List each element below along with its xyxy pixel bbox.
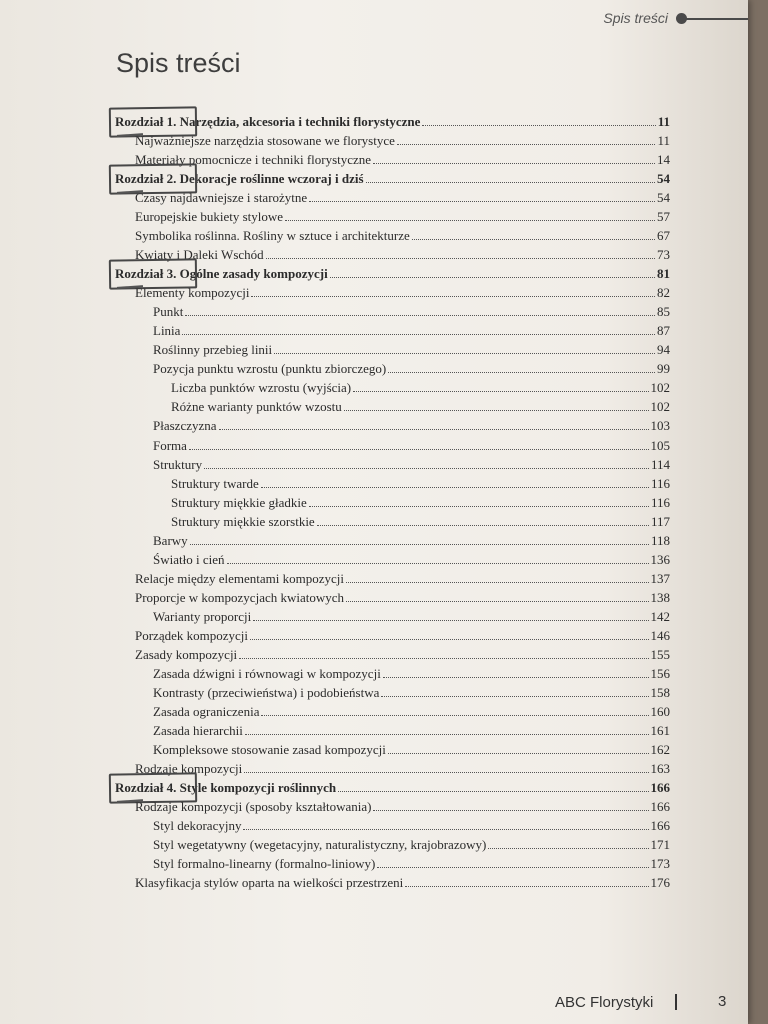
toc-entry xyxy=(171,493,670,512)
dot-leader xyxy=(488,848,648,849)
toc-entry-page: 162 xyxy=(650,741,670,757)
toc-entry xyxy=(153,664,670,683)
toc-entry-title: Styl formalno-linearny (formalno-liniowy) xyxy=(153,856,376,872)
dot-leader xyxy=(274,353,655,354)
toc-entry-title: Barwy xyxy=(153,532,188,548)
dot-leader xyxy=(285,220,655,221)
dot-leader xyxy=(388,372,655,373)
dot-leader xyxy=(383,677,649,678)
running-header: Spis treści xyxy=(603,10,668,26)
toc-entry-title: Rozdział 2. Dekoracje roślinne wczoraj i dziś xyxy=(115,171,364,187)
toc-entry xyxy=(135,283,670,302)
dot-leader xyxy=(346,601,648,602)
toc-entry-title: Kwiaty i Daleki Wschód xyxy=(135,247,264,263)
toc-entry xyxy=(135,207,670,226)
toc-entry-page: 166 xyxy=(650,818,670,834)
dot-leader xyxy=(245,734,649,735)
toc-entry xyxy=(153,835,670,854)
toc-entry-page: 156 xyxy=(650,665,670,681)
dot-leader xyxy=(261,715,648,716)
toc-entry-page: 166 xyxy=(650,780,670,796)
toc-entry-page: 99 xyxy=(657,361,670,377)
toc-entry-title: Elementy kompozycji xyxy=(135,285,250,301)
toc-entry-title: Klasyfikacja stylów oparta na wielkości przestrzeni xyxy=(135,875,404,891)
toc-entry xyxy=(153,683,670,702)
toc-entry xyxy=(153,531,670,550)
toc-entry-page: 81 xyxy=(657,266,670,282)
toc-entry-title: Struktury xyxy=(153,456,203,472)
footer-book-title: ABC Florystyki xyxy=(555,994,654,1011)
toc-entry-page: 103 xyxy=(650,418,670,434)
dot-leader xyxy=(373,163,655,164)
toc-entry-title: Zasady kompozycji xyxy=(135,646,238,662)
dot-leader xyxy=(239,658,648,659)
toc-entry-page: 166 xyxy=(650,799,670,815)
toc-entry-page: 11 xyxy=(657,133,670,149)
dot-leader xyxy=(261,487,649,488)
toc-entry-page: 102 xyxy=(650,399,670,415)
toc-entry-page: 142 xyxy=(650,608,670,624)
toc-entry-page: 176 xyxy=(650,875,670,891)
dot-leader xyxy=(338,791,648,792)
dot-leader xyxy=(182,334,655,335)
dot-leader xyxy=(388,753,649,754)
toc-entry-page: 173 xyxy=(650,856,670,872)
toc-entry xyxy=(171,512,670,531)
toc-entry-title: Czasy najdawniejsze i starożytne xyxy=(135,190,308,206)
toc-entry-page: 114 xyxy=(650,456,670,472)
dot-leader xyxy=(219,429,649,430)
toc-entry xyxy=(153,321,670,340)
toc-entry-page: 67 xyxy=(657,228,670,244)
page-title: Spis treści xyxy=(116,48,241,78)
toc-entry xyxy=(135,131,670,150)
toc-entry-page: 160 xyxy=(650,703,670,719)
toc-entry-title: Europejskie bukiety stylowe xyxy=(135,209,284,225)
dot-leader xyxy=(353,391,648,392)
toc-entry-title: Rodzaje kompozycji xyxy=(135,761,243,777)
toc-entry-title: Rozdział 1. Narzędzia, akcesoria i techniki florystyczne xyxy=(115,114,421,129)
toc-entry-title: Proporcje w kompozycjach kwiatowych xyxy=(135,589,345,605)
toc-entry-title: Zasada dźwigni i równowagi w kompozycji xyxy=(153,665,381,681)
dot-leader xyxy=(397,144,656,145)
toc-entry-title: Zasada hierarchii xyxy=(153,722,243,738)
toc-entry-page: 158 xyxy=(650,684,670,700)
toc-entry-page: 54 xyxy=(657,190,670,206)
toc-chapter xyxy=(115,169,670,188)
dot-leader xyxy=(309,506,649,507)
toc-entry-title: Styl dekoracyjny xyxy=(153,818,242,834)
toc-entry xyxy=(153,607,670,626)
toc-entry-page: 116 xyxy=(650,475,670,491)
toc-entry xyxy=(153,550,670,569)
toc-entry-title: Płaszczyzna xyxy=(153,418,217,434)
toc-chapter xyxy=(115,112,670,131)
dot-leader xyxy=(377,867,648,868)
toc-entry-title: Symbolika roślinna. Rośliny w sztuce i architekturze xyxy=(135,228,410,244)
dot-leader xyxy=(330,277,655,278)
toc-entry-page: 87 xyxy=(657,323,670,339)
toc-entry xyxy=(135,645,670,664)
dot-leader xyxy=(227,563,649,564)
dot-leader xyxy=(266,258,655,259)
toc-entry-page: 73 xyxy=(657,247,670,263)
toc-entry-title: Różne warianty punktów wzostu xyxy=(171,399,342,415)
header-rule xyxy=(686,18,748,20)
dot-leader xyxy=(253,620,648,621)
toc-entry xyxy=(171,378,670,397)
toc-entry-title: Materiały pomocnicze i techniki florystyczne xyxy=(135,152,372,168)
toc-entry xyxy=(153,740,670,759)
dot-leader xyxy=(317,525,649,526)
dot-leader xyxy=(251,296,655,297)
toc-entry-page: 94 xyxy=(657,342,670,358)
toc-entry-title: Rodzaje kompozycji (sposoby kształtowania) xyxy=(135,799,372,815)
footer-separator xyxy=(675,994,677,1010)
dot-leader xyxy=(190,544,649,545)
toc-entry-page: 155 xyxy=(650,646,670,662)
toc-entry-title: Liczba punktów wzrostu (wyjścia) xyxy=(171,380,352,396)
toc-entry-page: 117 xyxy=(650,513,670,529)
toc-entry-title: Pozycja punktu wzrostu (punktu zbiorczego) xyxy=(153,361,387,377)
dot-leader xyxy=(381,696,648,697)
toc-entry-page: 57 xyxy=(657,209,670,225)
toc-entry xyxy=(135,626,670,645)
toc-entry xyxy=(135,797,670,816)
toc-entry-title: Struktury twarde xyxy=(171,475,259,491)
toc-entry xyxy=(135,245,670,264)
dot-leader xyxy=(405,886,648,887)
toc-entry-title: Linia xyxy=(153,323,181,339)
toc-entry-page: 105 xyxy=(650,437,670,453)
toc-entry xyxy=(171,397,670,416)
toc-entry-title: Warianty proporcji xyxy=(153,608,252,624)
toc-entry-page: 146 xyxy=(650,627,670,643)
toc-entry xyxy=(135,588,670,607)
toc-entry-page: 118 xyxy=(650,532,670,548)
toc-entry xyxy=(153,721,670,740)
toc-entry xyxy=(153,455,670,474)
toc-entry-title: Forma xyxy=(153,437,187,453)
toc-entry-title: Rozdział 3. Ogólne zasady kompozycji xyxy=(115,266,328,282)
toc-entry xyxy=(153,416,670,435)
dot-leader xyxy=(309,201,655,202)
dot-leader xyxy=(185,315,655,316)
toc-entry-page: 102 xyxy=(650,380,670,396)
toc-entry-page: 82 xyxy=(657,285,670,301)
toc-entry-title: Styl wegetatywny (wegetacyjny, naturalistyczny, krajobrazowy) xyxy=(153,837,487,853)
toc-entry-page: 137 xyxy=(650,570,670,586)
toc-entry-title: Struktury miękkie szorstkie xyxy=(171,513,315,529)
dot-leader xyxy=(346,582,648,583)
toc-entry-title: Światło i cień xyxy=(153,551,225,567)
toc-entry-title: Porządek kompozycji xyxy=(135,627,248,643)
toc-entry xyxy=(153,359,670,378)
toc-entry-title: Zasada ograniczenia xyxy=(153,703,260,719)
dot-leader xyxy=(422,125,655,126)
toc-entry-page: 54 xyxy=(657,171,670,187)
toc-entry xyxy=(153,340,670,359)
toc-entry-page: 171 xyxy=(650,837,670,853)
dot-leader xyxy=(244,772,648,773)
toc-entry xyxy=(153,816,670,835)
dot-leader xyxy=(189,449,649,450)
dot-leader xyxy=(250,639,649,640)
dot-leader xyxy=(366,182,655,183)
toc-entry-title: Najważniejsze narzędzia stosowane we florystyce xyxy=(135,133,395,149)
toc-entry xyxy=(135,569,670,588)
dot-leader xyxy=(373,810,648,811)
toc-entry xyxy=(135,150,670,169)
toc-entry-title: Roślinny przebieg linii xyxy=(153,342,273,358)
toc-entry-title: Punkt xyxy=(153,304,184,320)
toc-entry xyxy=(171,474,670,493)
toc-entry xyxy=(135,226,670,245)
toc-entry-page: 11 xyxy=(657,114,670,129)
toc-entry xyxy=(153,854,670,873)
toc-entry-title: Relacje między elementami kompozycji xyxy=(135,570,345,586)
dot-leader xyxy=(344,410,649,411)
page-number: 3 xyxy=(718,993,727,1010)
toc-entry-page: 85 xyxy=(657,304,670,320)
toc-entry-page: 161 xyxy=(650,722,670,738)
toc-entry xyxy=(153,436,670,455)
toc-entry-title: Kompleksowe stosowanie zasad kompozycji xyxy=(153,741,386,757)
toc-entry-page: 138 xyxy=(650,589,670,605)
dot-leader xyxy=(204,468,649,469)
toc-entry-title: Rozdział 4. Style kompozycji roślinnych xyxy=(115,780,337,796)
toc-entry-title: Kontrasty (przeciwieństwa) i podobieństwa xyxy=(153,684,380,700)
dot-leader xyxy=(412,239,655,240)
toc-entry xyxy=(153,702,670,721)
toc-chapter xyxy=(115,778,670,797)
toc-entry-page: 14 xyxy=(657,152,670,168)
toc-entry-page: 116 xyxy=(650,494,670,510)
toc-entry xyxy=(135,873,670,892)
toc-entry-page: 136 xyxy=(650,551,670,567)
toc-chapter xyxy=(115,264,670,283)
toc-entry xyxy=(135,188,670,207)
toc-entry-title: Struktury miękkie gładkie xyxy=(171,494,307,510)
toc-entry xyxy=(153,302,670,321)
dot-leader xyxy=(243,829,648,830)
toc-entry xyxy=(135,759,670,778)
toc-entry-page: 163 xyxy=(650,761,670,777)
